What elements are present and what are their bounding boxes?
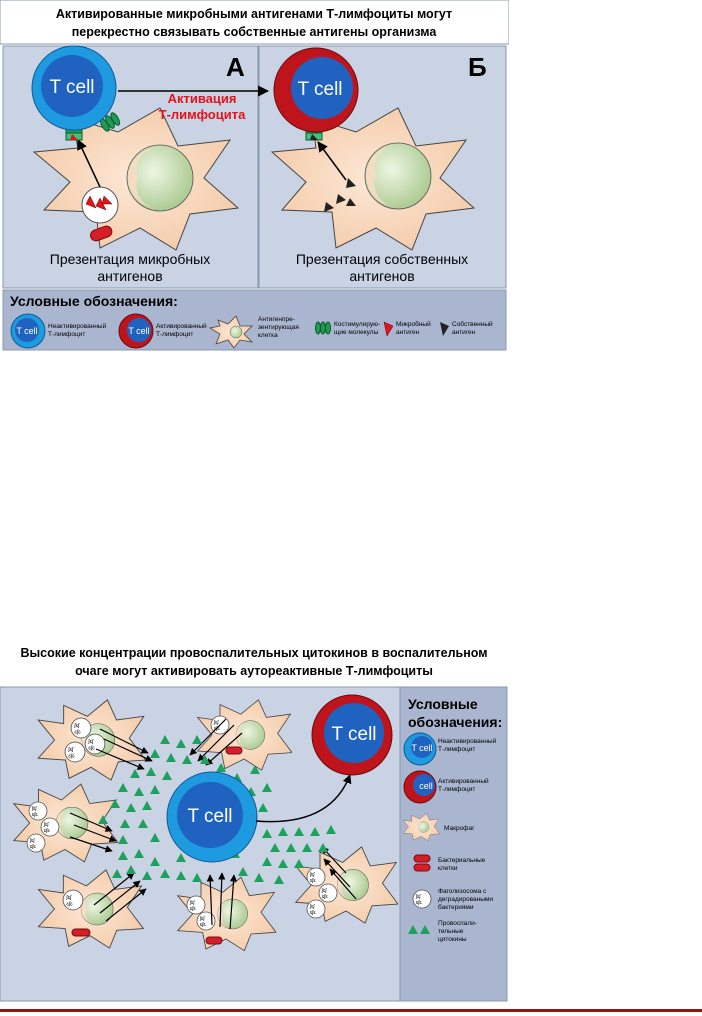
legend-2-active-line-1: Активированный [438,778,489,785]
caption-b-line-2: антигенов [349,268,415,284]
legend-2-title-line-2: обозначения: [408,714,503,730]
legend-2-active-line-2: Т-лимфоцит [438,786,476,793]
page-bottom-rule [0,1009,702,1012]
legend-2-phago-line-1: Фаголизосома с [438,888,487,895]
legend-2-cyto-line-3: цитокины [438,936,467,943]
figure-2-canvas [0,637,509,1003]
panel-a-letter: А [226,52,245,82]
legend-2-phago-line-3: бактериями [438,904,474,911]
caption-b-line-1: Презентация собственных [295,251,469,267]
legend-microbial-line-1: Микробный [396,321,431,328]
figure-cytokine-activation [0,637,509,1003]
legend-self-line-2: антиген [452,329,476,336]
activation-label-line-1: Активация [167,91,237,106]
activation-label-line-2: Т-лимфоцита [158,107,246,122]
figure-2-title-line-2: очаге могут активировать аутореактивные Т-лимфоциты [75,664,433,678]
t-cell-b-label: T cell [297,79,343,100]
legend-costim-line-1: Костимулирую- [334,321,381,328]
legend-2-active-cell-label: cell [419,781,433,791]
figure-1-canvas [0,0,509,352]
legend-inactive-cell-label: T cell [16,326,38,336]
legend-2-title-line-1: Условные [408,696,478,712]
center-t-cell-label: T cell [187,806,233,827]
legend-2-macrophage: Макрофаг [444,825,475,832]
legend-active-cell-label: T cell [128,326,150,336]
legend-1-title: Условные обозначения: [10,293,178,309]
legend-inactive-line-1: Неактивированный [48,323,107,330]
legend-microbial-line-2: антиген [396,329,420,336]
figure-1-title-line-1: Активированные микробными антигенами Т-лимфоциты могут [55,7,453,21]
legend-self-line-1: Собственный [452,321,493,328]
legend-active-line-2: Т-лимфоцит [156,331,194,338]
legend-2-phago-line-2: деградироваными [438,896,494,903]
legend-2-inactive-line-2: Т-лимфоцит [438,746,476,753]
figure-2-title-line-1: Высокие концентрации провоспалительных цитокинов в воспалительном [20,646,488,660]
legend-apc-line-2: зентирующая [258,324,299,331]
legend-costim-line-2: щие молекулы [334,329,379,336]
legend-inactive-line-2: Т-лимфоцит [48,331,86,338]
figure-1-title-line-2: перекрестно связывать собственные антигены организма [71,25,437,39]
legend-apc-line-1: Антигенпре- [258,316,295,323]
legend-2-inactive-cell-label: T cell [411,743,433,753]
legend-2-cyto-line-2: тельные [438,928,464,935]
panel-b-letter: Б [468,52,487,82]
legend-2-cyto-line-1: Провоспали- [438,920,477,927]
legend-costim-icon [316,322,331,334]
figure-cross-reactivity [0,0,509,352]
caption-a-line-1: Презентация микробных [49,251,211,267]
legend-active-line-1: Активированный [156,323,207,330]
activated-t-cell-label: T cell [331,724,377,745]
legend-2-inactive-line-1: Неактивированный [438,738,497,745]
caption-a-line-2: антигенов [97,268,163,284]
legend-2-bacteria-icon [414,855,430,862]
legend-apc-line-3: клетка [258,332,278,339]
legend-2-bacteria-line-1: Бактериальные [438,857,486,864]
t-cell-a-label: T cell [49,77,95,98]
legend-2-phagolysosome-icon [413,890,431,908]
legend-2-bacteria-line-2: клетки [438,865,458,872]
